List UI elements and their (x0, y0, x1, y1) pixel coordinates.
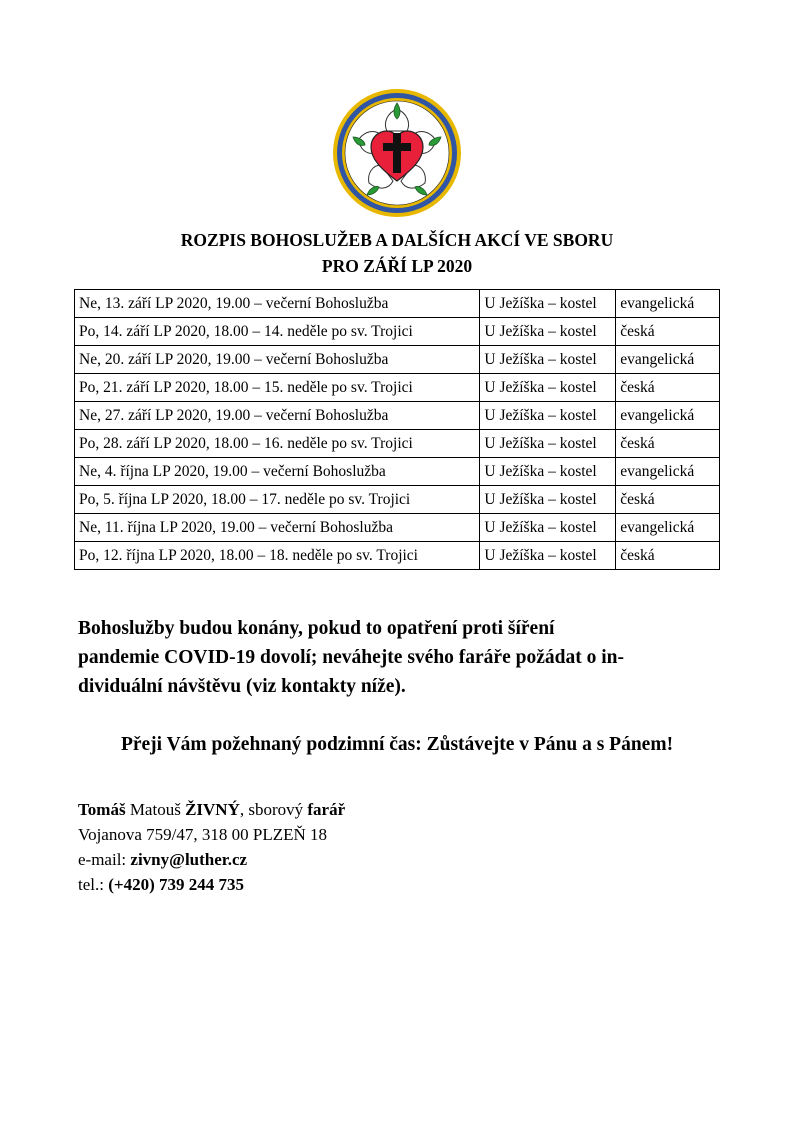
notice-line-1: Bohoslužby budou konány, pokud to opatření proti šíření (78, 618, 555, 639)
event-cell: Ne, 27. září LP 2020, 19.00 – večerní Bohoslužba (75, 402, 480, 430)
phone-label: tel.: (78, 875, 109, 894)
table-row (75, 374, 720, 402)
table-row (75, 430, 720, 458)
table-row (75, 514, 720, 542)
language-cell: evangelická (616, 402, 720, 430)
contact-role: farář (307, 800, 346, 819)
event-cell: Po, 28. září LP 2020, 18.00 – 16. neděle po sv. Trojici (75, 430, 480, 458)
email-label: e-mail: (78, 850, 131, 869)
contact-address: Vojanova 759/47, 318 00 PLZEŇ 18 (78, 825, 328, 844)
contact-block (78, 797, 345, 897)
event-cell: Po, 5. října LP 2020, 18.00 – 17. neděle po sv. Trojici (75, 486, 480, 514)
place-cell: U Ježíška – kostel (480, 290, 616, 318)
language-cell: česká (616, 430, 720, 458)
table-row (75, 346, 720, 374)
phone-number[interactable]: (+420) 739 244 735 (108, 875, 244, 894)
place-cell: U Ježíška – kostel (480, 318, 616, 346)
event-cell: Ne, 4. října LP 2020, 19.00 – večerní Bohoslužba (75, 458, 480, 486)
notice-line-2: pandemie COVID-19 dovolí; neváhejte svého faráře požádat o in- (78, 647, 624, 668)
contact-middle-name: Matouš (129, 800, 181, 819)
table-row (75, 290, 720, 318)
event-cell: Ne, 20. září LP 2020, 19.00 – večerní Bohoslužba (75, 346, 480, 374)
contact-role-prefix: , sborový (239, 800, 308, 819)
language-cell: česká (616, 318, 720, 346)
table-row (75, 318, 720, 346)
language-cell: česká (616, 486, 720, 514)
title-line-1: ROZPIS BOHOSLUŽEB A DALŠÍCH AKCÍ VE SBORU (180, 230, 614, 250)
event-cell: Po, 12. října LP 2020, 18.00 – 18. neděle po sv. Trojici (75, 542, 480, 570)
contact-email-line (78, 847, 345, 872)
language-cell: evangelická (616, 514, 720, 542)
contact-name-line (78, 797, 345, 822)
event-cell: Ne, 13. září LP 2020, 19.00 – večerní Bohoslužba (75, 290, 480, 318)
notice-line-3: dividuální návštěvu (viz kontakty níže). (78, 676, 406, 697)
event-cell: Ne, 11. října LP 2020, 19.00 – večerní Bohoslužba (75, 514, 480, 542)
luther-rose-seal (331, 87, 463, 219)
contact-surname: ŽIVNÝ (185, 800, 240, 819)
contact-first-name: Tomáš (78, 800, 126, 819)
place-cell: U Ježíška – kostel (480, 486, 616, 514)
event-cell: Po, 21. září LP 2020, 18.00 – 15. neděle po sv. Trojici (75, 374, 480, 402)
place-cell: U Ježíška – kostel (480, 430, 616, 458)
title-line-2: PRO ZÁŘÍ LP 2020 (321, 256, 473, 276)
table-row (75, 458, 720, 486)
table-row (75, 402, 720, 430)
place-cell: U Ježíška – kostel (480, 402, 616, 430)
place-cell: U Ježíška – kostel (480, 374, 616, 402)
covid-notice (78, 614, 720, 701)
page-title (0, 227, 794, 279)
place-cell: U Ježíška – kostel (480, 514, 616, 542)
language-cell: evangelická (616, 458, 720, 486)
place-cell: U Ježíška – kostel (480, 458, 616, 486)
blessing-text: Přeji Vám požehnaný podzimní čas: Zůstávejte v Pánu a s Pánem! (120, 734, 674, 755)
event-cell: Po, 14. září LP 2020, 18.00 – 14. neděle po sv. Trojici (75, 318, 480, 346)
contact-phone-line (78, 872, 345, 897)
table-row (75, 486, 720, 514)
schedule-table (74, 289, 720, 570)
language-cell: evangelická (616, 346, 720, 374)
language-cell: česká (616, 374, 720, 402)
email-link[interactable]: zivny@luther.cz (130, 850, 248, 869)
table-row (75, 542, 720, 570)
language-cell: evangelická (616, 290, 720, 318)
language-cell: česká (616, 542, 720, 570)
place-cell: U Ježíška – kostel (480, 346, 616, 374)
place-cell: U Ježíška – kostel (480, 542, 616, 570)
